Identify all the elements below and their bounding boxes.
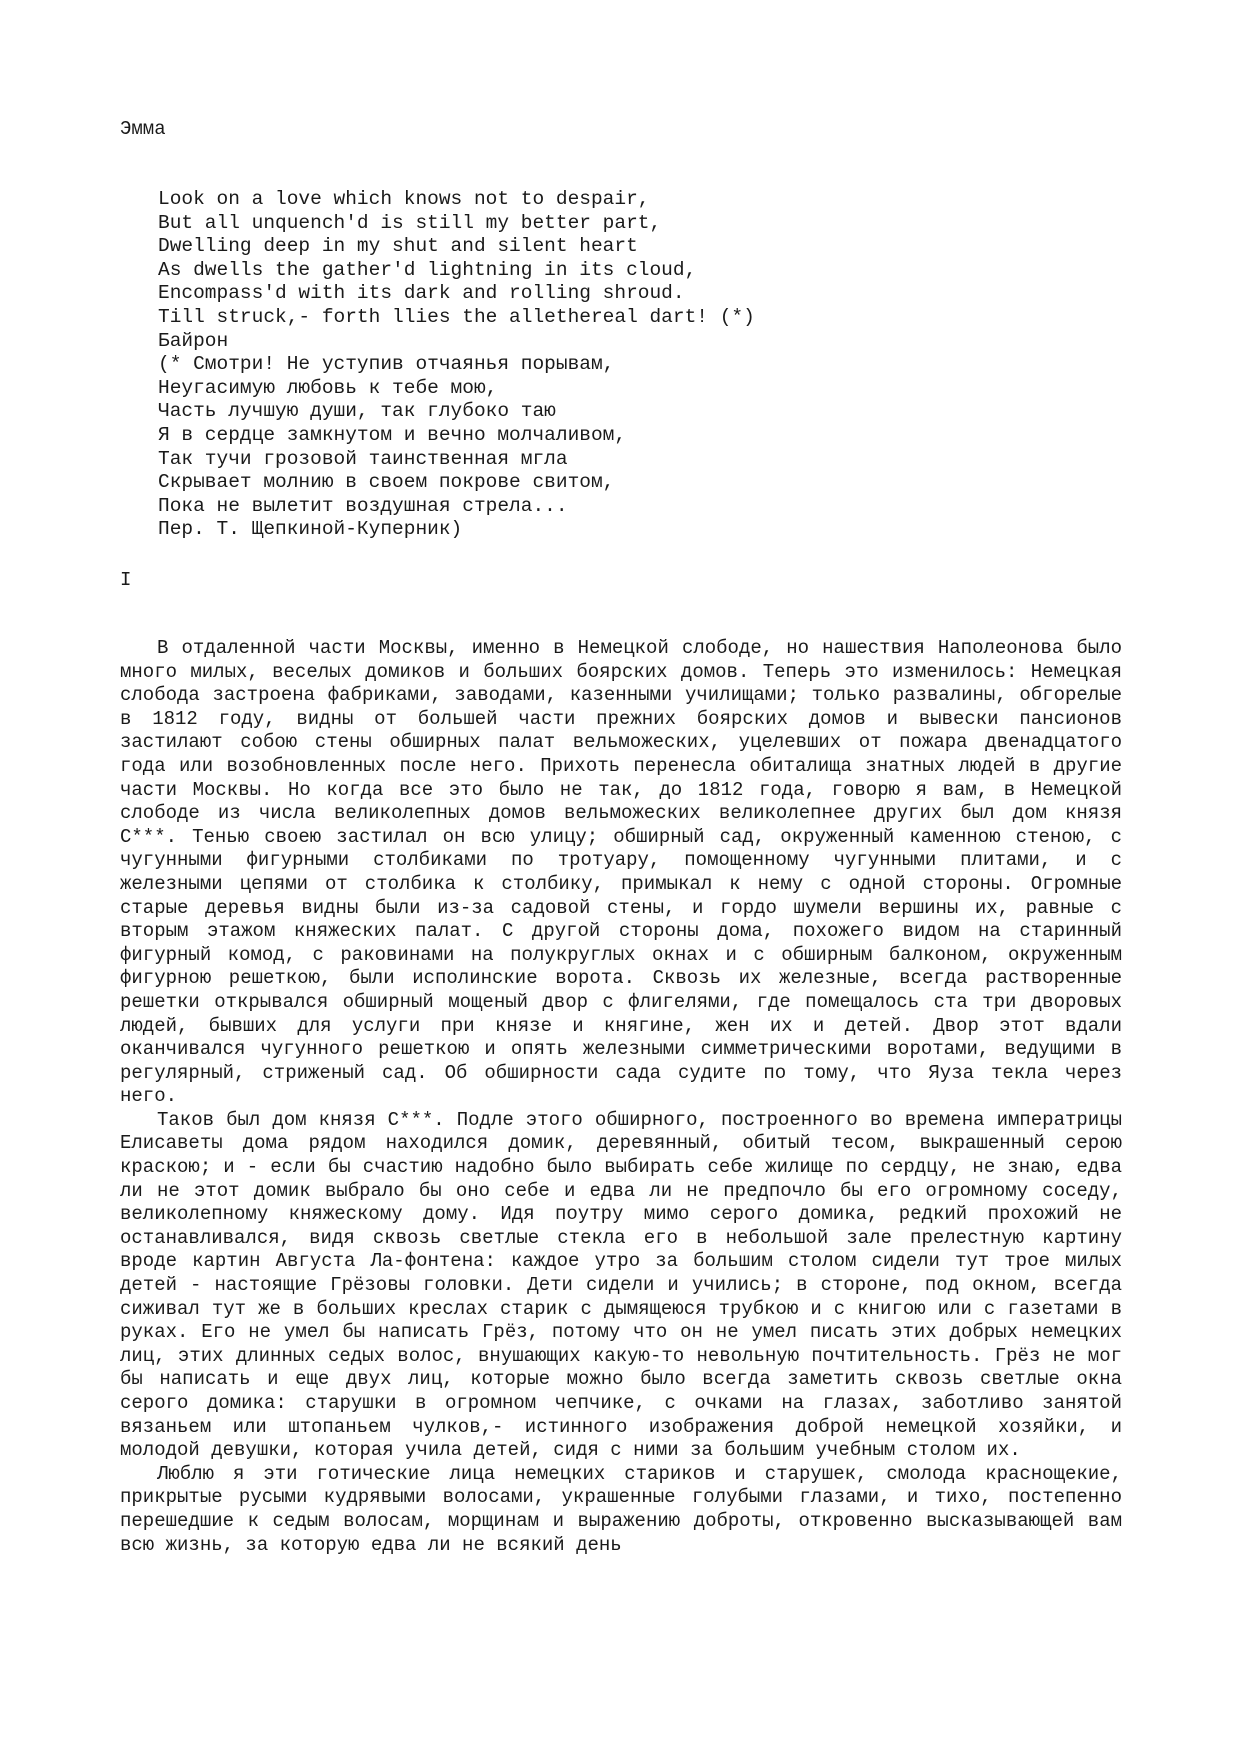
epigraph-line: As dwells the gather'd lightning in its cloud, (158, 258, 697, 281)
epigraph-line: Till struck,- forth llies the allethereal dart! (*) (158, 305, 755, 328)
epigraph-author: Байрон (158, 329, 229, 352)
epigraph-translator: Пер. Т. Щепкиной-Куперник) (158, 518, 463, 541)
epigraph-translation-line: (* Смотри! Не уступив отчаянья порывам, (158, 353, 615, 376)
paragraph: В отдаленной части Москвы, именно в Немецкой слободе, но нашествия Наполеонова было много милых, веселых домиков и больших боярских домов. Теперь это изменилось: Немецкая слобода застроена фабриками, заводами, казенными училищами; только развалины, обгорелые в 1812 году, видны от большей части прежних боярских домов и вывески пансионов застилают собою стены обширных палат вельможеских, уцелевших от пожара двенадцатого года или возобновленных после него. Прихоть перенесла обиталища знатных людей в другие части Москвы. Но когда все это было не так, до 1812 года, говорю я вам, в Немецкой слободе из числа великолепных домов вельможеских великолепнее других был дом князя С***. Тенью своею застилал он всю улицу; обширный сад, окруженный каменною стеною, с чугунными фигурными столбиками по тротуару, помощенному чугунными плитами, и с железными цепями от столбика к столбику, примыкал к нему с одной стороны. Огромные старые деревья видны были из-за садовой стены, и гордо шумели вершины их, равные с вторым этажом княжеских палат. С другой стороны дома, похожего видом на старинный фигурный комод, с раковинами на полукруглых окнах и с обширным балконом, окруженным фигурною решеткою, были исполинские ворота. Сквозь их железные, всегда растворенные решетки открывался обширный мощеный двор с флигелями, где помещалось ста три дворовых людей, бывших для услуги при князе и княгине, жен их и детей. Двор этот вдали оканчивался чугунного решеткою и опять железными симметрическими воротами, ведущими в регулярный, стриженый сад. Об обширности сада судите по тому, что Яуза текла через него. (120, 637, 1122, 1108)
epigraph-line: Dwelling deep in my shut and silent heart (158, 235, 638, 258)
paragraph: Люблю я эти готические лица немецких стариков и старушек, смолода краснощекие, прикрытые русыми кудрявыми волосами, украшенные голубыми глазами, и тихо, постепенно перешедшие к седым волосам, морщинам и выражению доброты, откровенно высказывающей вам всю жизнь, за которую едва ли не всякий день (120, 1462, 1122, 1556)
epigraph-translation-line: Так тучи грозовой таинственная мгла (158, 447, 568, 470)
epigraph-line: But all unquench'd is still my better part, (158, 211, 662, 234)
epigraph-translation-line: Неугасимую любовь к тебе мою, (158, 376, 498, 399)
epigraph-translation-line: Пока не вылетит воздушная стрела... (158, 494, 568, 517)
epigraph-line: Encompass'd with its dark and rolling shroud. (158, 282, 685, 305)
epigraph-translation-line: Скрывает молнию в своем покрове свитом, (158, 471, 615, 494)
document-title: Эмма (120, 118, 166, 140)
chapter-number: I (120, 569, 132, 591)
epigraph-translation-line: Часть лучшую души, так глубоко таю (158, 400, 556, 423)
paragraph: Таков был дом князя С***. Подле этого обширного, построенного во времена императрицы Елисаветы дома рядом находился домик, деревянный, обитый тесом, выкрашенный серою краскою; и - если бы счастию надобно было выбирать себе жилище по сердцу, не знаю, едва ли не этот домик выбрало бы оно себе и едва ли не предпочло бы его огромному соседу, великолепному княжескому дому. Идя поутру мимо серого домика, редкий прохожий не останавливался, видя сквозь светлые стекла его в небольшой зале прелестную картину вроде картин Августа Ла-фонтена: каждое утро за большим столом сидели тут трое милых детей - настоящие Грёзовы головки. Дети сидели и учились; в стороне, под окном, всегда сиживал тут же в больших креслах старик с дымящеюся трубкою и с книгою или с газетами в руках. Его не умел бы написать Грёз, потому что он не умел писать этих добрых немецких лиц, этих длинных седых волос, внушающих какую-то невольную почтительность. Грёз не мог бы написать и еще двух лиц, которые можно было всегда заметить сквозь светлые окна серого домика: старушки в огромном чепчике, с очками на глазах, заботливо занятой вязаньем или штопаньем чулков,- истинного изображения доброй немецкой хозяйки, и молодой девушки, которая учила детей, сидя с ними за большим учебным столом их. (120, 1108, 1122, 1462)
epigraph-line: Look on a love which knows not to despair, (158, 188, 650, 210)
epigraph (158, 188, 755, 542)
body-text (120, 637, 1122, 1557)
epigraph-translation-line: Я в сердце замкнутом и вечно молчаливом, (158, 423, 627, 446)
